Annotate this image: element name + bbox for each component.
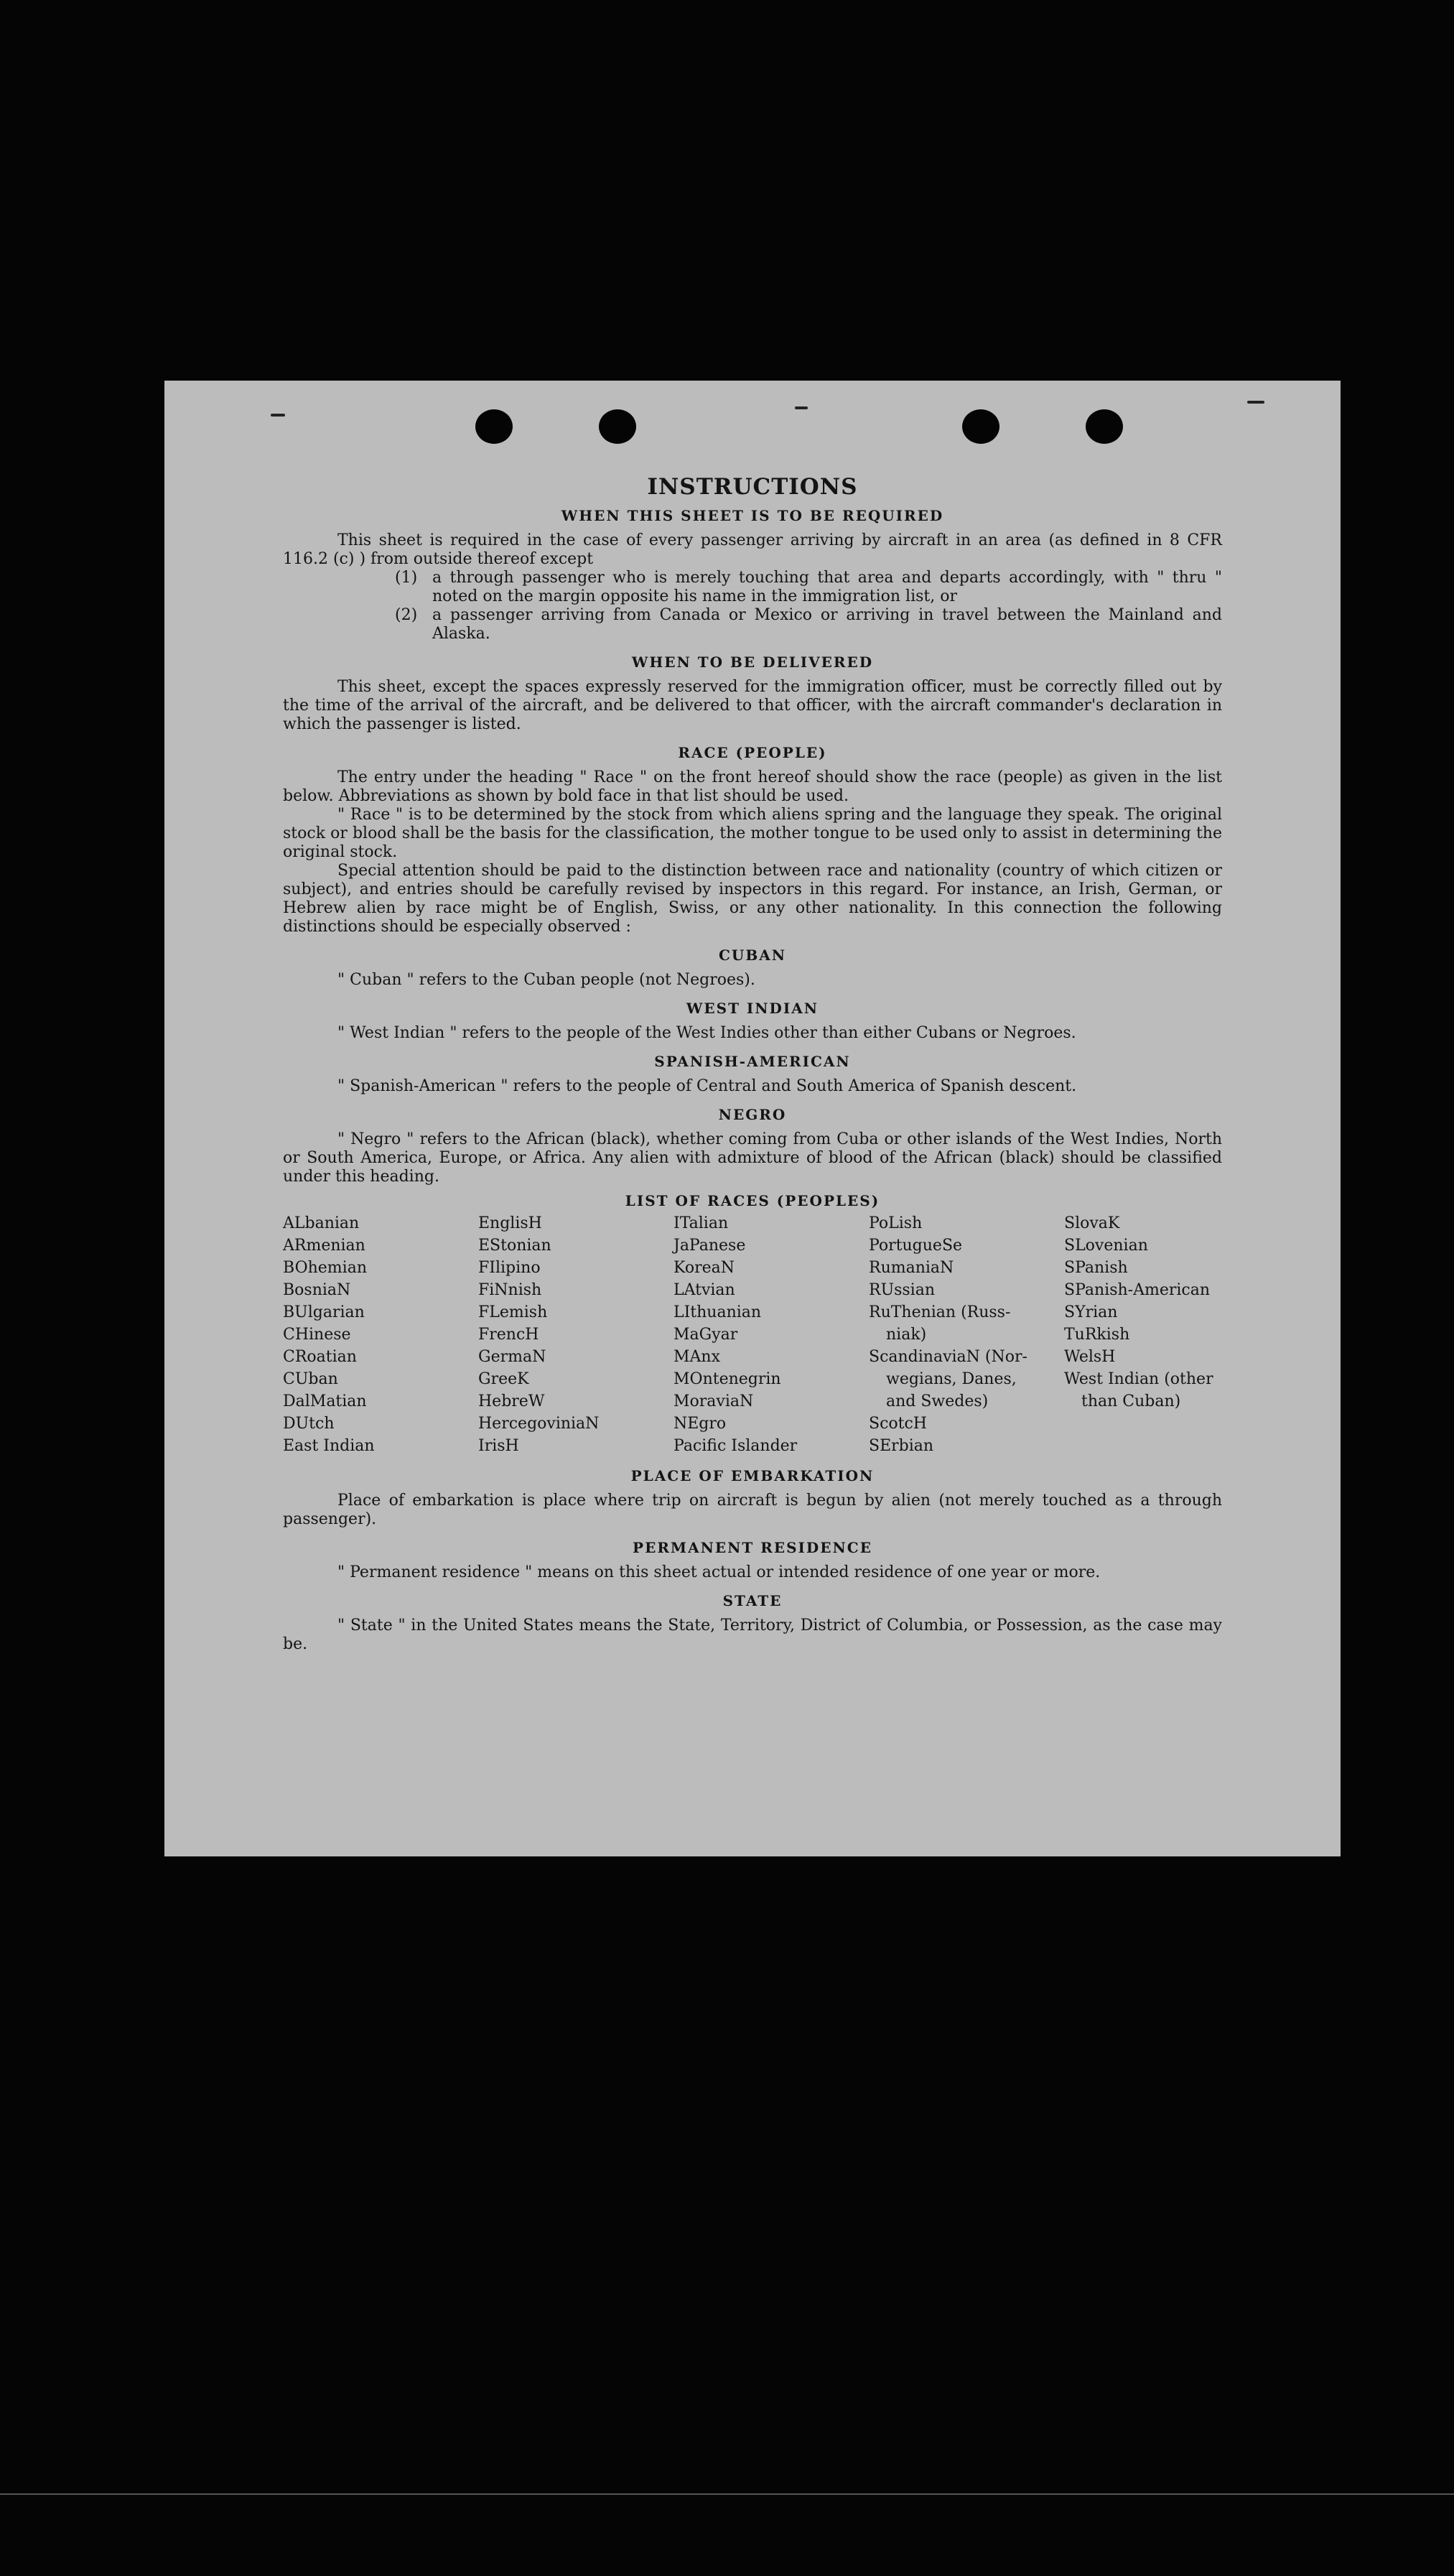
race-entry: NEgro	[674, 1415, 727, 1433]
para-race-1: The entry under the heading " Race " on the front hereof should show the race (people) as given in the list below. Abbreviations as shown by bold face in that list should be used.	[283, 768, 1222, 805]
race-entry: BosniaN	[283, 1281, 351, 1299]
race-entry: SLovenian	[1064, 1237, 1148, 1255]
document-sheet	[164, 381, 1341, 1856]
heading-when-delivered: WHEN TO BE DELIVERED	[631, 654, 874, 671]
heading-races-list: LIST OF RACES (PEOPLES)	[625, 1192, 880, 1209]
para-race-2: " Race " is to be determined by the stock from which aliens spring and the language they speak. The original stock or blood shall be the basis for the classification, the mother tongue to be used only to assist in determining the original stock.	[283, 806, 1222, 861]
races-column	[869, 1212, 1064, 1457]
race-entry: LIthuanian	[674, 1303, 762, 1321]
punch-hole	[599, 409, 636, 444]
punch-hole	[475, 409, 513, 444]
race-entry: SlovaK	[1064, 1214, 1120, 1232]
race-entry: KoreaN	[674, 1259, 735, 1277]
race-entry: LAtvian	[674, 1281, 735, 1299]
race-entry: RuThenian (Russ-	[869, 1303, 1011, 1321]
race-entry: FLemish	[478, 1303, 548, 1321]
race-entry: SPanish-American	[1064, 1281, 1211, 1299]
race-entry: ITalian	[674, 1214, 729, 1232]
race-entry: EStonian	[478, 1237, 551, 1255]
para-spanish-american: " Spanish-American " refers to the people of Central and South America of Spanish descent.	[337, 1077, 1077, 1095]
race-entry: GermaN	[478, 1348, 546, 1366]
race-entry: FrencH	[478, 1326, 539, 1344]
race-entry: ScandinaviaN (Nor-	[869, 1348, 1027, 1366]
race-entry: SErbian	[869, 1437, 934, 1455]
heading-embarkation: PLACE OF EMBARKATION	[630, 1467, 875, 1484]
race-entry: MoraviaN	[674, 1392, 754, 1410]
heading-residence: PERMANENT RESIDENCE	[633, 1539, 872, 1556]
heading-west-indian: WEST INDIAN	[686, 1000, 819, 1017]
para-negro: " Negro " refers to the African (black), whether coming from Cuba or other islands of the West Indies, North or South America, Europe, or Africa. Any alien with admixture of blood of the African (black) should be classified under this heading.	[283, 1130, 1222, 1186]
para-residence: " Permanent residence " means on this sheet actual or intended residence of one year or more.	[337, 1563, 1101, 1581]
race-entry: MAnx	[674, 1348, 720, 1366]
races-column	[283, 1212, 478, 1457]
races-column	[674, 1212, 869, 1457]
para-west-indian: " West Indian " refers to the people of the West Indies other than either Cubans or Negroes.	[337, 1024, 1076, 1042]
race-entry: ALbanian	[283, 1214, 360, 1232]
races-column	[478, 1212, 674, 1457]
list-item	[395, 606, 1222, 643]
race-entry: CUban	[283, 1370, 338, 1388]
race-entry: RumaniaN	[869, 1259, 954, 1277]
race-entry: MaGyar	[674, 1326, 738, 1344]
race-entry: than Cuban)	[1081, 1392, 1181, 1410]
heading-when-required: WHEN THIS SHEET IS TO BE REQUIRED	[561, 507, 944, 524]
scan-speck	[271, 414, 285, 417]
races-column	[1064, 1212, 1259, 1457]
heading-cuban: CUBAN	[718, 947, 787, 964]
race-entry: DUtch	[283, 1415, 335, 1433]
item-number: (1)	[395, 569, 418, 587]
race-entry: ARmenian	[283, 1237, 365, 1255]
item-text: a through passenger who is merely touching that area and departs accordingly, with " thru " noted on the margin opposite his name in the immigration list, or	[432, 569, 1222, 605]
race-entry: FIlipino	[478, 1259, 541, 1277]
race-entry: CHinese	[283, 1326, 351, 1344]
race-entry: JaPanese	[674, 1237, 746, 1255]
race-entry: MOntenegrin	[674, 1370, 781, 1388]
race-entry: GreeK	[478, 1370, 529, 1388]
race-entry: and Swedes)	[886, 1392, 989, 1410]
race-entry: SPanish	[1064, 1259, 1128, 1277]
para-state: " State " in the United States means the State, Territory, District of Columbia, or Possession, as the case may be.	[283, 1617, 1222, 1653]
punch-hole	[1086, 409, 1123, 444]
race-entry: HercegoviniaN	[478, 1415, 600, 1433]
list-item	[395, 569, 1222, 606]
heading-state: STATE	[722, 1592, 783, 1609]
race-entry: PortugueSe	[869, 1237, 963, 1255]
race-entry: IrisH	[478, 1437, 519, 1455]
scan-speck	[1247, 401, 1264, 404]
race-entry: DalMatian	[283, 1392, 367, 1410]
heading-spanish-american: SPANISH-AMERICAN	[654, 1053, 851, 1070]
race-entry: TuRkish	[1064, 1326, 1130, 1344]
para-race-3: Special attention should be paid to the distinction between race and nationality (country of which citizen or subject), and entries should be carefully revised by inspectors in this regard. For instance, an Irish, German, or Hebrew alien by race might be of English, Swiss, or any other nationality. In this connection the following distinctions should be especially observed :	[283, 862, 1222, 936]
race-entry: WelsH	[1064, 1348, 1116, 1366]
race-entry: wegians, Danes,	[886, 1370, 1017, 1388]
race-entry: PoLish	[869, 1214, 923, 1232]
page-title: INSTRUCTIONS	[647, 474, 858, 500]
item-text: a passenger arriving from Canada or Mexico or arriving in travel between the Mainland and Alaska.	[432, 606, 1222, 643]
race-entry: BOhemian	[283, 1259, 367, 1277]
race-entry: West Indian (other	[1064, 1370, 1213, 1388]
para-when-delivered: This sheet, except the spaces expressly reserved for the immigration officer, must be correctly filled out by the time of the arrival of the aircraft, and be delivered to that officer, with the aircraft commander's declaration in which the passenger is listed.	[283, 678, 1222, 733]
item-number: (2)	[395, 606, 418, 624]
punch-hole	[962, 409, 999, 444]
race-entry: ScotcH	[869, 1415, 927, 1433]
race-entry: niak)	[886, 1326, 927, 1344]
scanner-edge-line	[0, 2493, 1454, 2495]
scan-speck	[795, 406, 808, 409]
race-entry: RUssian	[869, 1281, 936, 1299]
race-entry: FiNnish	[478, 1281, 542, 1299]
races-table	[283, 1212, 1222, 1457]
race-entry: CRoatian	[283, 1348, 357, 1366]
para-when-required: This sheet is required in the case of every passenger arriving by aircraft in an area (as defined in 8 CFR 116.2 (c) ) from outside thereof except	[283, 531, 1222, 568]
para-embarkation: Place of embarkation is place where trip on aircraft is begun by alien (not merely touched as a through passenger).	[283, 1492, 1222, 1528]
race-entry: SYrian	[1064, 1303, 1118, 1321]
heading-negro: NEGRO	[718, 1106, 787, 1123]
race-entry: East Indian	[283, 1437, 375, 1455]
race-entry: HebreW	[478, 1392, 545, 1410]
heading-race: RACE (PEOPLE)	[678, 744, 827, 761]
race-entry: Pacific Islander	[674, 1437, 798, 1455]
race-entry: BUlgarian	[283, 1303, 365, 1321]
race-entry: EnglisH	[478, 1214, 542, 1232]
para-cuban: " Cuban " refers to the Cuban people (not Negroes).	[337, 971, 755, 989]
